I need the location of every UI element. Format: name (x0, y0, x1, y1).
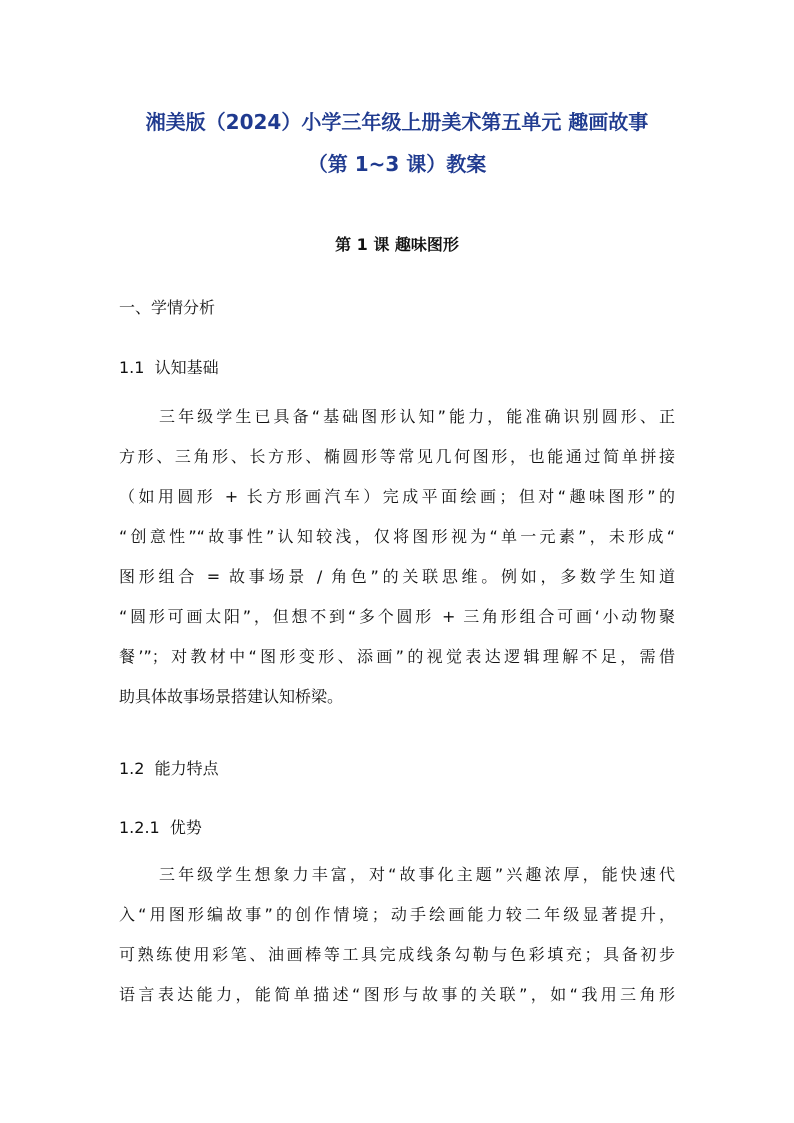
paragraph-line: “圆形可画太阳”，但想不到“多个圆形 + 三角形组合可画‘小动物聚 (119, 607, 675, 626)
paragraph-line: 图形组合 = 故事场景 / 角色”的关联思维。例如，多数学生知道 (119, 567, 675, 586)
paragraph-line: 可熟练使用彩笔、油画棒等工具完成线条勾勒与色彩填充；具备初步 (119, 945, 675, 964)
subsection-heading-1-2-1 (119, 815, 202, 838)
subsection-heading-1-2 (119, 756, 219, 779)
paragraph-line: 语言表达能力，能简单描述“图形与故事的关联”，如“我用三角形 (119, 985, 675, 1004)
lesson-title: 第 1 课 趣味图形 (335, 235, 459, 254)
subsection-number: 1.1 (119, 358, 145, 377)
paragraph-line: “创意性”“故事性”认知较浅，仅将图形视为“单一元素”，未形成“ (119, 527, 675, 546)
subsection-label: 能力特点 (154, 759, 219, 778)
subsection-label: 优势 (169, 818, 202, 837)
subsection-number: 1.2 (119, 759, 145, 778)
paragraph-line: 三年级学生想象力丰富，对“故事化主题”兴趣浓厚，能快速代 (159, 865, 675, 884)
paragraph-strengths (119, 862, 675, 1022)
paragraph-line: 助具体故事场景搭建认知桥梁。 (119, 687, 344, 706)
paragraph-line: 餐’”；对教材中“图形变形、添画”的视觉表达逻辑理解不足，需借 (119, 647, 675, 666)
paragraph-line: 入“用图形编故事”的创作情境；动手绘画能力较二年级显著提升， (119, 905, 675, 924)
document-title-line-1: 湘美版（2024）小学三年级上册美术第五单元 趣画故事 (145, 110, 649, 134)
paragraph-line: 方形、三角形、长方形、椭圆形等常见几何图形，也能通过简单拼接 (119, 447, 675, 466)
paragraph-line: （如用圆形 + 长方形画汽车）完成平面绘画；但对“趣味图形”的 (119, 487, 675, 506)
document-title-line-2: （第 1~3 课）教案 (307, 152, 487, 176)
subsection-label: 认知基础 (154, 358, 219, 377)
paragraph-line: 三年级学生已具备“基础图形认知”能力，能准确识别圆形、正 (159, 407, 675, 426)
paragraph-cognitive-basis (119, 404, 675, 724)
subsection-heading-1-1 (119, 355, 219, 378)
subsection-number: 1.2.1 (119, 818, 160, 837)
section-heading-1: 一、学情分析 (119, 298, 216, 317)
